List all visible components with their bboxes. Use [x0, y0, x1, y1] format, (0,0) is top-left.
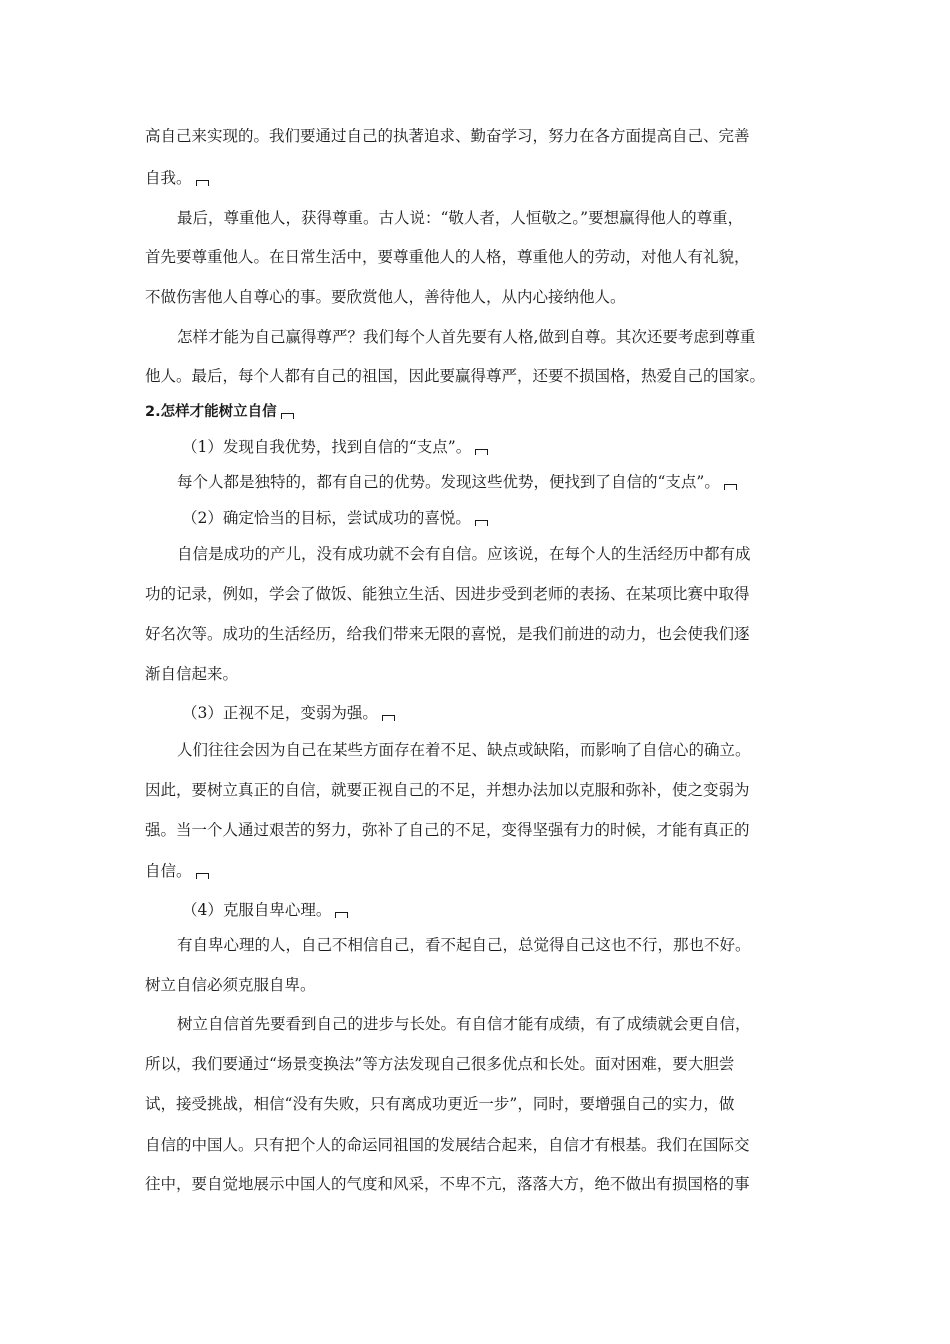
- text-line: 树立自信首先要看到自己的进步与长处。有自信才能有成绩，有了成绩就会更自信，: [177, 1015, 751, 1033]
- text-line: （2）确定恰当的目标，尝试成功的喜悦。: [182, 506, 488, 530]
- text-line: （4）克服自卑心理。: [182, 898, 348, 922]
- text-line: 因此，要树立真正的自信，就要正视自己的不足，并想办法加以克服和弥补，使之变弱为: [145, 781, 750, 799]
- text-line: 自信是成功的产儿，没有成功就不会有自信。应该说，在每个人的生活经历中都有成: [177, 545, 751, 563]
- paragraph-mark-icon: [475, 449, 488, 455]
- text-line: 最后，尊重他人，获得尊重。古人说：“敬人者，人恒敬之。”要想赢得他人的尊重，: [177, 209, 744, 227]
- text-line: 自我。: [145, 166, 209, 190]
- text-line: （1）发现自我优势，找到自信的“支点”。: [182, 435, 488, 459]
- text-line: 树立自信必须克服自卑。: [145, 976, 316, 994]
- text-line: 人们往往会因为自己在某些方面存在着不足、缺点或缺陷，而影响了自信心的确立。: [177, 741, 751, 759]
- paragraph-mark-icon: [335, 912, 348, 918]
- text-line: 好名次等。成功的生活经历，给我们带来无限的喜悦，是我们前进的动力，也会使我们逐: [145, 625, 750, 643]
- text-line: 所以，我们要通过“场景变换法”等方法发现自己很多优点和长处。面对困难，要大胆尝: [145, 1055, 735, 1073]
- text-line: 强。当一个人通过艰苦的努力，弥补了自己的不足，变得坚强有力的时候，才能有真正的: [145, 821, 750, 839]
- text-line: （3）正视不足，变弱为强。: [182, 701, 395, 725]
- paragraph-mark-icon: [281, 413, 294, 419]
- section-heading: 2.怎样才能树立自信: [145, 400, 294, 424]
- text-line: 功的记录，例如，学会了做饭、能独立生活、因进步受到老师的表扬、在某项比赛中取得: [145, 585, 750, 603]
- text-line: 往中，要自觉地展示中国人的气度和风采，不卑不亢，落落大方，绝不做出有损国格的事: [145, 1175, 750, 1193]
- paragraph-mark-icon: [724, 484, 737, 490]
- paragraph-mark-icon: [196, 873, 209, 879]
- text-line: 首先要尊重他人。在日常生活中，要尊重他人的人格，尊重他人的劳动，对他人有礼貌，: [145, 248, 750, 266]
- text-line: 他人。最后，每个人都有自己的祖国，因此要赢得尊严，还要不损国格，热爱自己的国家。: [145, 367, 766, 385]
- text-line: 高自己来实现的。我们要通过自己的执著追求、勤奋学习，努力在各方面提高自己、完善: [145, 127, 750, 145]
- paragraph-mark-icon: [475, 520, 488, 526]
- paragraph-mark-icon: [382, 715, 395, 721]
- text-line: 自信。: [145, 859, 209, 883]
- text-line: 有自卑心理的人，自己不相信自己，看不起自己，总觉得自己这也不行，那也不好。: [177, 936, 751, 954]
- text-line: 怎样才能为自己赢得尊严？我们每个人首先要有人格,做到自尊。其次还要考虑到尊重: [177, 328, 756, 346]
- text-line: 渐自信起来。: [145, 665, 239, 683]
- text-line: 试，接受挑战，相信“没有失败，只有离成功更近一步”，同时，要增强自己的实力，做: [145, 1095, 735, 1113]
- text-line: 不做伤害他人自尊心的事。要欣赏他人，善待他人，从内心接纳他人。: [145, 288, 626, 306]
- text-line: 每个人都是独特的，都有自己的优势。发现这些优势，便找到了自信的“支点”。: [177, 470, 737, 494]
- text-line: 自信的中国人。只有把个人的命运同祖国的发展结合起来，自信才有根基。我们在国际交: [145, 1136, 750, 1154]
- paragraph-mark-icon: [196, 180, 209, 186]
